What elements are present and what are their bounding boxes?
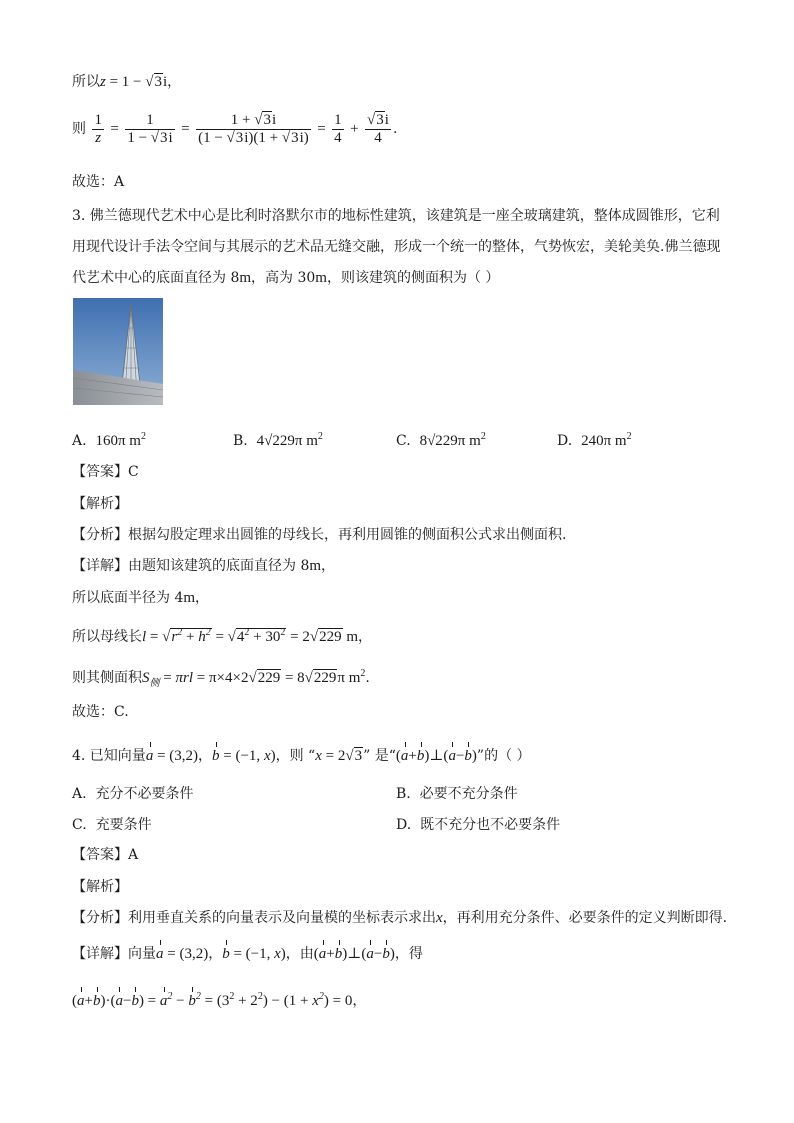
text-comma: ， (357, 629, 372, 645)
option-letter: C. (396, 433, 411, 449)
q3-option-a (72, 427, 146, 451)
math-sqrt: √3i (145, 74, 168, 90)
tower-image (73, 298, 163, 405)
q3-slant-height (72, 623, 372, 647)
line-choose-a: 故选：A (72, 174, 125, 190)
math-eq: = 1 − (105, 74, 146, 90)
math-slant-formula: $l = √r^2 + h^2 = √4^2 + 30^2 = 2√229$ (142, 627, 342, 645)
q3-analysis: 【分析】根据勾股定理求出圆锥的母线长，再利用圆锥的侧面积公式求出侧面积. (72, 527, 567, 543)
q3-text-a: 代艺术中心的底面直径为 8 (72, 270, 240, 286)
line-reciprocal (72, 109, 397, 149)
math-eq1: = (110, 121, 119, 137)
q3-detail (72, 556, 335, 576)
math-eq3: = (317, 121, 326, 137)
math-plus: + (350, 121, 359, 137)
option-text: 既不充分也不必要条件 (420, 817, 561, 833)
math-area-formula: $S_侧 = \pi rl = \pi\times 4\times 2√229 = 8√229\pi$ (142, 670, 345, 689)
q4-answer: 【答案】A (72, 847, 139, 863)
unit-m: m (315, 270, 327, 286)
option-letter: B. (233, 433, 248, 449)
q4-text (72, 746, 531, 766)
q4-prefix: 4. 已知向量 (72, 748, 146, 764)
q3-text-line1: 3. 佛兰德现代艺术中心是比利时洛默尔市的地标性建筑，该建筑是一座全玻璃建筑，整体成圆锥形，它利 (72, 208, 720, 224)
q4-detail-c: ，得 (394, 946, 423, 962)
option-letter: D. (396, 817, 412, 833)
frac-one-over-denominator: $\frac{1}{1 - √3i}$ (127, 111, 173, 146)
option-value: 4√229π (256, 433, 303, 449)
unit-m: m (239, 270, 252, 286)
option-letter: C. (72, 817, 87, 833)
math-dot-product: $(a+b)\cdot(a-b) = a^2 - b^2 = (3^2 + 2^2) - (1 + x^2) = 0$ (72, 991, 353, 1009)
q3-text-b: ，高为 30 (251, 270, 316, 286)
text-prefix: 则 (72, 121, 86, 137)
option-letter: A. (72, 433, 87, 449)
text-comma: ， (167, 74, 182, 90)
unit-m: m (309, 558, 322, 574)
q4-fenxi-b: ，再利用充分条件、必要条件的定义判断即得. (442, 910, 728, 926)
unit-m2: $m^2$ (125, 431, 146, 449)
option-letter: D. (557, 433, 573, 449)
q3-option-d (557, 427, 632, 451)
q3-lateral-area (72, 664, 370, 694)
q3-text-line3 (72, 268, 499, 288)
text-period: . (365, 670, 370, 686)
unit-m2: $m^2$ (611, 431, 632, 449)
option-value: 160π (95, 433, 126, 449)
option-text: 必要不充分条件 (419, 786, 518, 802)
q3-side-prefix: 则其侧面积 (72, 670, 142, 686)
option-text: 充要条件 (95, 817, 152, 833)
q3-choose: 故选：C. (72, 704, 129, 720)
math-x-value: x = 2√3 (315, 748, 363, 764)
q4-detail-a: 【详解】向量 (72, 946, 156, 962)
q3-detail-b: ， (321, 558, 336, 574)
q3-analysis-heading: 【解析】 (72, 496, 128, 512)
q3-radius-a: 所以底面半径为 4 (72, 590, 184, 606)
frac-sqrt3i-quarter: $\frac{√3i}{4}$ (367, 111, 389, 146)
option-value: 8√229π (419, 433, 466, 449)
text-comma: ， (198, 748, 213, 764)
math-x: x (436, 910, 443, 926)
q4-analysis-heading: 【解析】 (72, 879, 128, 895)
option-letter: B. (396, 786, 411, 802)
q4-option-b (396, 784, 518, 804)
unit-m: m (342, 629, 358, 645)
option-letter: A. (72, 786, 87, 802)
math-perp: (a+b)⊥(a−b) (395, 748, 477, 764)
q4-detail (72, 944, 423, 964)
q4-option-d (396, 815, 560, 835)
math-vec-a: a = (3,2) (145, 748, 199, 764)
q3-option-b (233, 427, 323, 451)
frac-conjugate: $\frac{1 + √3i}{(1 - √3i)(1 + √3i)}$ (198, 111, 309, 146)
math-z: z (100, 74, 106, 90)
q3-mu-prefix: 所以母线长 (72, 629, 142, 645)
text-comma: ， (352, 993, 367, 1009)
q4-fenxi-a: 【分析】利用垂直关系的向量表示及向量模的坐标表示求出 (72, 910, 436, 926)
math-eq2: = (181, 121, 190, 137)
text-prefix: 所以 (72, 74, 100, 90)
q3-text-line2: 用现代设计手法令空间与其展示的艺术品无缝交融，形成一个统一的整体，气势恢宏，美轮美奂.佛兰德现 (72, 239, 721, 255)
math-vec-b: b = (−1, x) (222, 946, 286, 962)
math-vec-a: a = (3,2) (156, 946, 209, 962)
q4-dot-product (72, 987, 366, 1011)
q3-answer: 【答案】C (72, 464, 139, 480)
unit-m2: $m^2$ (302, 431, 323, 449)
q3-detail-a: 【详解】由题知该建筑的底面直径为 8 (72, 558, 310, 574)
text-comma: ， (208, 946, 223, 962)
q3-radius-b: ， (195, 590, 210, 606)
q4-end: ”的（ ） (476, 748, 531, 764)
math-vec-b: b = (−1, x) (212, 748, 276, 764)
math-perp: (a+b)⊥(a−b) (313, 946, 395, 962)
building-photo (73, 298, 163, 405)
line-z-value (72, 72, 181, 92)
unit-m: m (183, 590, 196, 606)
q4-option-a (72, 784, 193, 804)
unit-m2: $m^2$ (465, 431, 486, 449)
text-period: . (392, 121, 398, 137)
option-text: 充分不必要条件 (95, 786, 194, 802)
unit-m2: $m^2$ (344, 668, 366, 686)
q3-text-c: ，则该建筑的侧面积为（ ） (326, 270, 500, 286)
frac-one-over-z: $\frac{1}{z}$ (94, 111, 102, 146)
q4-analysis (72, 908, 727, 928)
q4-mid: ，则 “ (275, 748, 316, 764)
q3-radius (72, 588, 209, 608)
q4-option-c (72, 815, 152, 835)
q4-detail-b: ，由 (285, 946, 314, 962)
frac-quarter: $\frac{1}{4}$ (334, 111, 342, 146)
q3-option-c (396, 427, 486, 451)
option-value: 240π (581, 433, 612, 449)
q4-shi: ” 是“ (363, 748, 396, 764)
